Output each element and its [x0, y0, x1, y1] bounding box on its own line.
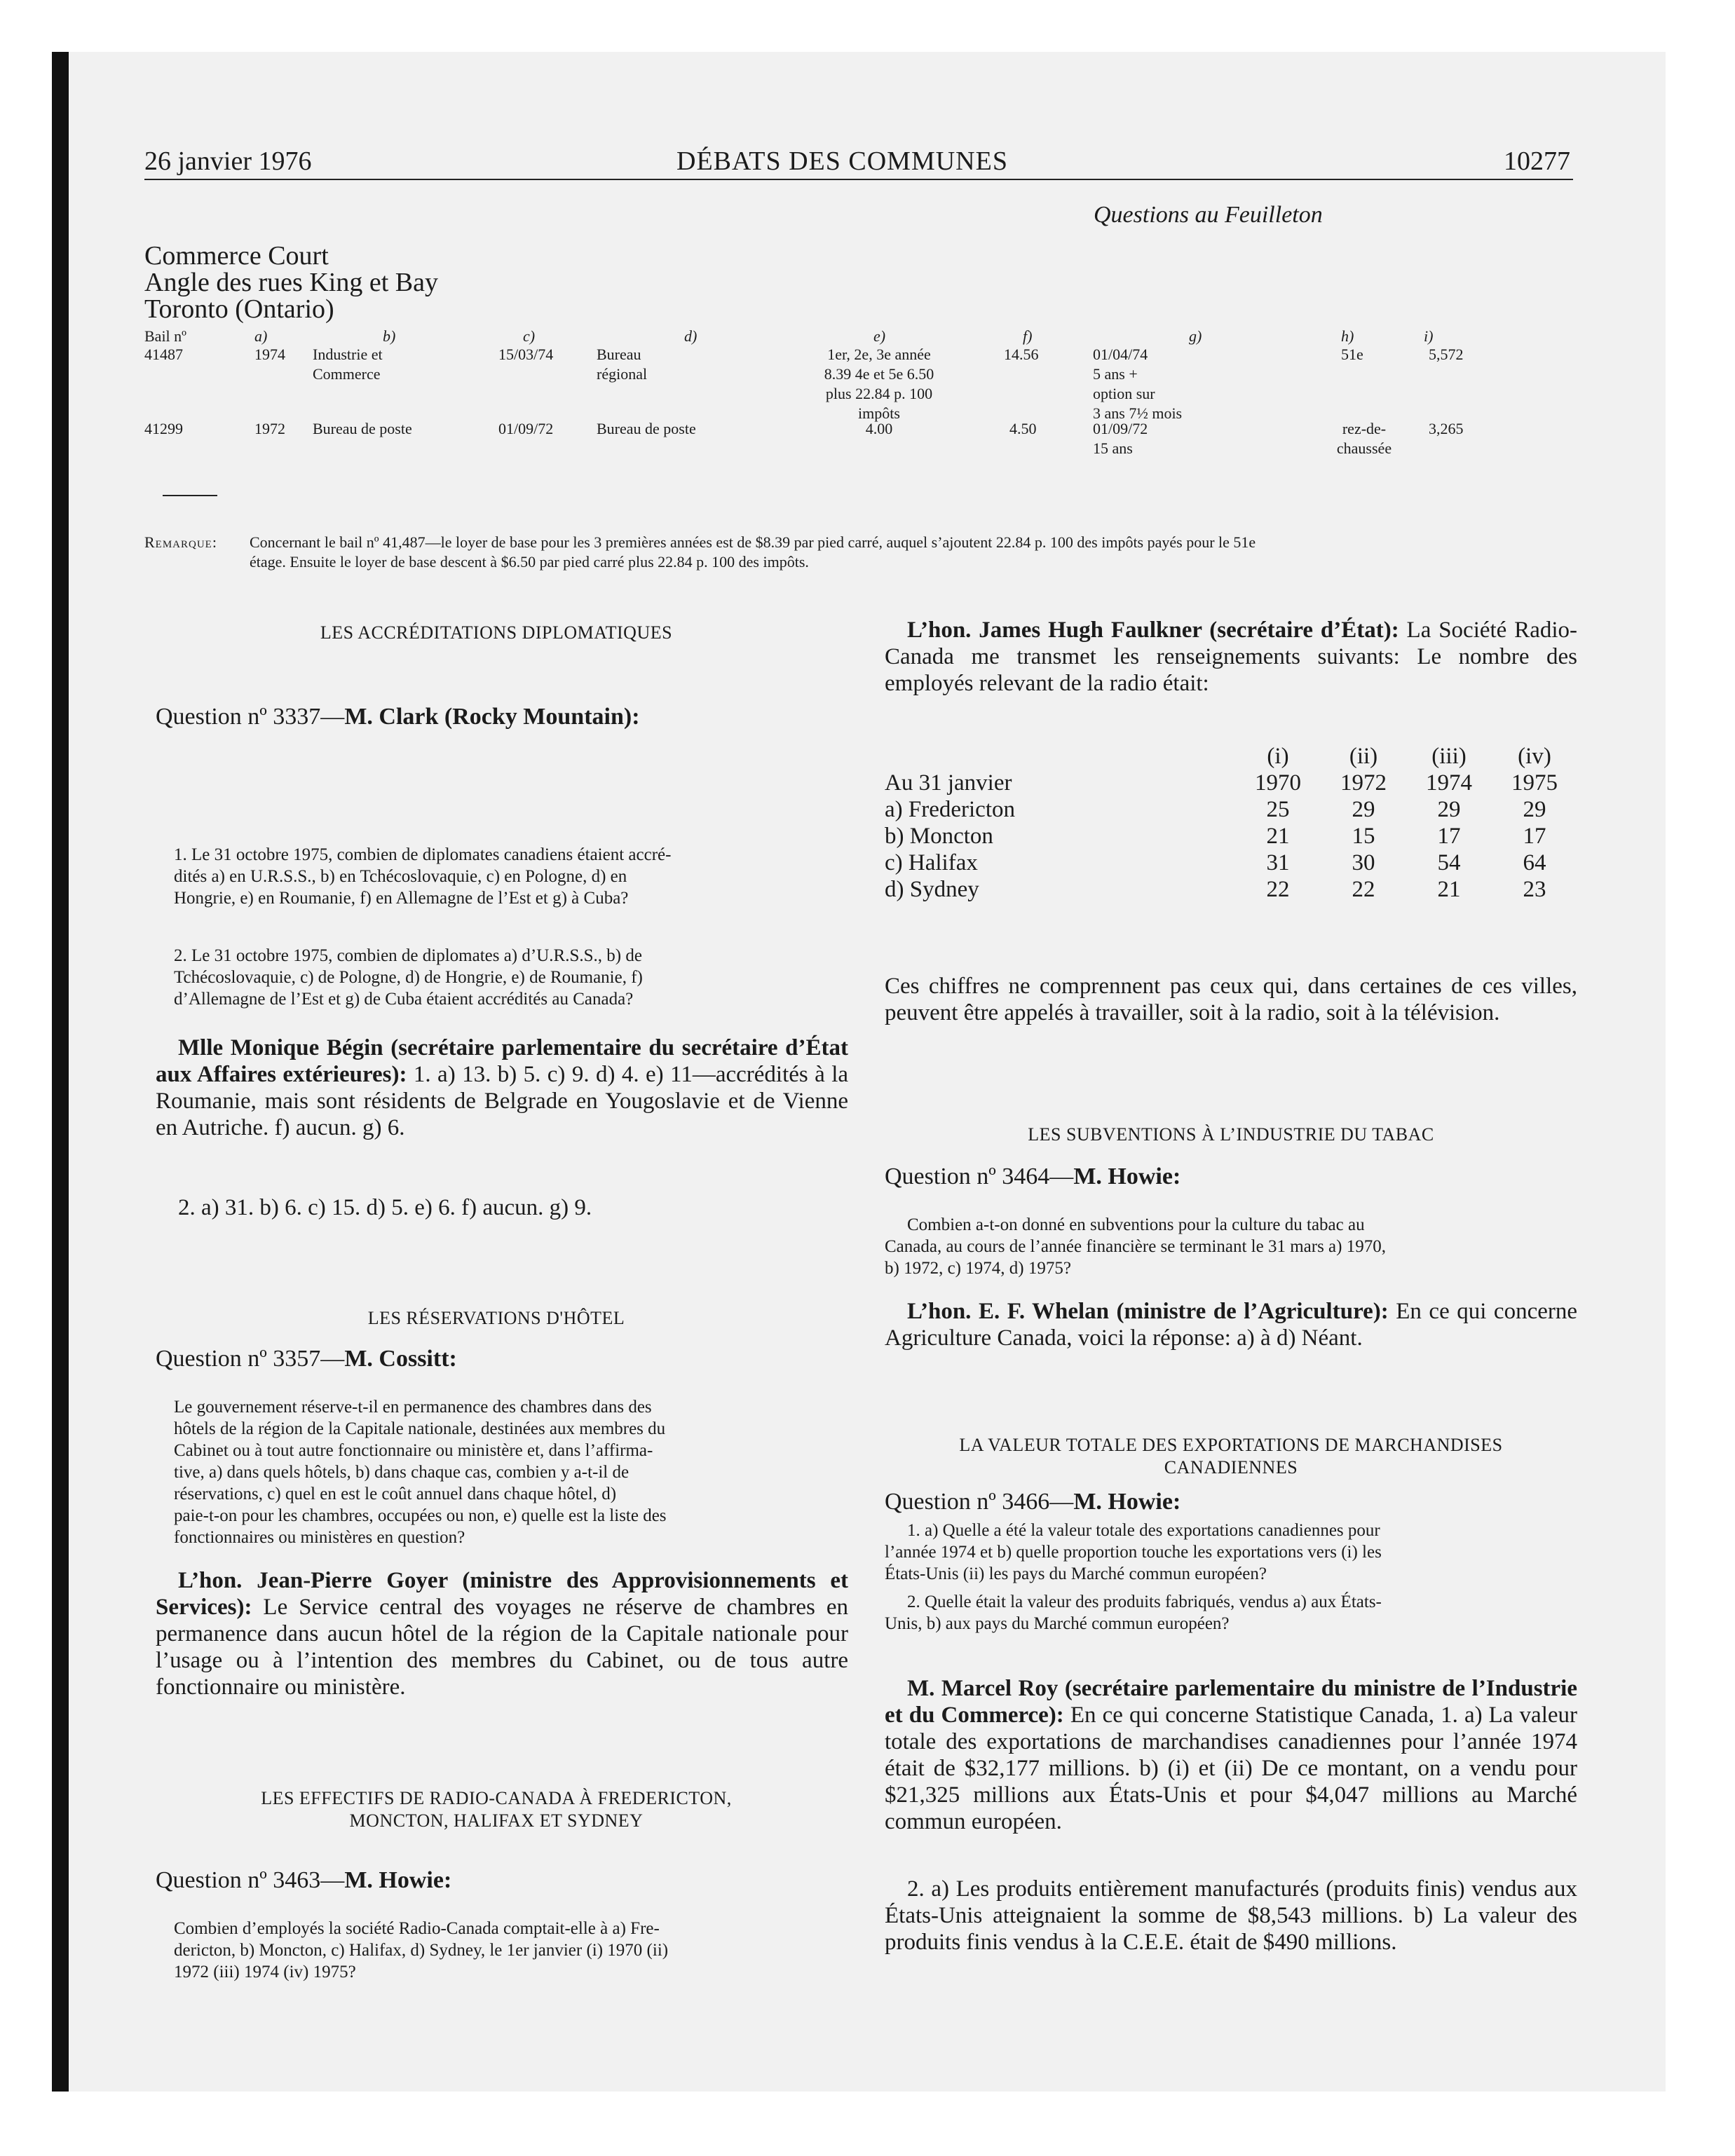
column-header: 1974 [1426, 770, 1472, 796]
column-header: b) [383, 327, 396, 345]
table-cell: plus 22.84 p. 100 [825, 385, 933, 402]
column-header: i) [1424, 327, 1434, 345]
lease-address-line: Angle des rues King et Bay [144, 268, 438, 297]
question-line: Question nº 3357—M. Cossitt: [156, 1346, 457, 1372]
column-header: Bail nº [144, 327, 186, 345]
table-cell: 54 [1437, 850, 1461, 875]
column-header: 1970 [1255, 770, 1301, 796]
question-text: 1. a) Quelle a été la valeur totale des exportations canadiennes pour l’année 1974 et b) quelle proportion touche les exportations vers (i) les États-Unis (ii) les pays du Marché commun européen? [885, 1521, 1382, 1583]
table-cell: 1er, 2e, 3e année [827, 346, 931, 363]
section-heading: LA VALEUR TOTALE DES EXPORTATIONS DE MARCHANDISES CANADIENNES [959, 1435, 1503, 1478]
table-cell: 8.39 4e et 5e 6.50 [824, 365, 934, 383]
column-header: (iv) [1518, 744, 1551, 769]
table-row [885, 876, 1577, 903]
section-heading: LES ACCRÉDITATIONS DIPLOMATIQUES [320, 622, 673, 643]
table-cell: Commerce [313, 365, 381, 383]
question-line: Question nº 3466—M. Howie: [885, 1489, 1181, 1515]
table-cell: 29 [1523, 797, 1546, 822]
table-cell: 21 [1437, 877, 1461, 902]
header-title: DÉBATS DES COMMUNES [676, 146, 1008, 176]
table-cell: 22 [1266, 877, 1290, 902]
table-cell: 17 [1437, 824, 1461, 849]
answer-paragraph: L’hon. James Hugh Faulkner (secrétaire d’État): La Société Radio-Canada me transmet les renseignements suivants: Le nombre des employés relevant de la radio était: [885, 618, 1577, 696]
table-cell: option sur [1093, 385, 1155, 402]
question-text: Combien d’employés la société Radio-Canada comptait-elle à a) Fre- dericton, b) Moncton, c) Halifax, d) Sydney, le 1er janvier (i) 1970 (ii) 1972 (iii) 1974 (iv) 1975? [174, 1919, 669, 1981]
lease-address-line: Toronto (Ontario) [144, 294, 334, 324]
table-cell: 01/09/72 [1093, 420, 1148, 437]
question-line: Question nº 3464—M. Howie: [885, 1164, 1181, 1189]
header-rule [144, 179, 1573, 180]
table-row [885, 823, 1577, 850]
table-row [885, 850, 1577, 876]
table-cell: Industrie et [313, 346, 383, 363]
answer-paragraph: 2. a) 31. b) 6. c) 15. d) 5. e) 6. f) aucun. g) 9. [178, 1195, 592, 1220]
table-cell: 29 [1352, 797, 1375, 822]
table-cell: 15/03/74 [498, 346, 554, 363]
table-cell: 64 [1523, 850, 1546, 875]
table-cell: chaussée [1336, 439, 1392, 457]
row-label: d) Sydney [885, 877, 979, 902]
lease-address-line: Commerce Court [144, 241, 329, 271]
row-label: Au 31 janvier [885, 770, 1012, 796]
table-cell: 4.00 [865, 420, 893, 437]
table-cell: impôts [858, 404, 900, 422]
question-text: 2. Quelle était la valeur des produits fabriqués, vendus a) aux États- Unis, b) aux pays du Marché commun européen? [885, 1592, 1382, 1633]
row-label: c) Halifax [885, 850, 978, 875]
row-label: a) Fredericton [885, 797, 1015, 822]
row-label: b) Moncton [885, 824, 993, 849]
question-text: 1. Le 31 octobre 1975, combien de diplomates canadiens étaient accré- dités a) en U.R.S.S., b) en Tchécoslovaquie, c) en Pologne, d) en Hongrie, e) en Roumanie, f) en Allemagne de l’Est et g) à Cuba? [174, 845, 672, 908]
column-header: f) [1023, 327, 1033, 345]
header-subheader: Questions au Feuilleton [1094, 202, 1323, 228]
table-cell: 51e [1341, 346, 1363, 363]
question-text: Le gouvernement réserve-t-il en permanence des chambres dans des hôtels de la région de la Capitale nationale, destinées aux membres du Cabinet ou à tout autre fonctionnaire ou ministère et, dans l’affirma- tive, a) dans quels hôtels, b) dans chaque cas, combien y a-t-il de réservations, c) quel en est le coût annuel dans chaque hôtel, d) paie-t-on pour les chambres, occupées ou non, e) quelle est la liste des fonctionnaires ou ministères en question? [174, 1398, 667, 1547]
column-header: 1975 [1511, 770, 1558, 796]
column-header: (ii) [1349, 744, 1378, 769]
table-cell: 14.56 [1004, 346, 1039, 363]
section-heading: LES SUBVENTIONS À L’INDUSTRIE DU TABAC [1028, 1124, 1434, 1145]
table-cell: 25 [1266, 797, 1290, 822]
table-cell: 4.50 [1009, 420, 1037, 437]
answer-paragraph: M. Marcel Roy (secrétaire parlementaire du ministre de l’Industrie et du Commerce): En ce qui concerne Statistique Canada, 1. a) La valeur totale des exportations de marchandises canadiennes pour l’année 1974 était de $32,177 millions. b) (i) et (ii) De ce montant, on a vendu pour $21,325 millions aux États-Unis et pour $4,047 millions au Marché commun européen. [885, 1676, 1578, 1834]
radio-employees-table [885, 743, 1577, 903]
table-cell: 41299 [144, 420, 183, 437]
answer-paragraph: Mlle Monique Bégin (secrétaire parlementaire du secrétaire d’État aux Affaires extérieures): 1. a) 13. b) 5. c) 9. d) 4. e) 11—accrédités à la Roumanie, mais sont résidents de Belgrade en Yougoslavie et de Vienne en Autriche. f) aucun. g) 6. [156, 1035, 849, 1140]
table-cell: 23 [1523, 877, 1546, 902]
table-cell: 3,265 [1429, 420, 1464, 437]
header-date: 26 janvier 1976 [144, 146, 312, 176]
table-cell: Bureau de poste [313, 420, 412, 437]
table-cell: 21 [1266, 824, 1290, 849]
table-cell: 5,572 [1429, 346, 1464, 363]
note-text: Concernant le bail nº 41,487—le loyer de base pour les 3 premières années est de $8.39 par pied carré, auquel s’ajoutent 22.84 p. 100 des impôts payés pour le 51e étage. Ensuite le loyer de base descent à $6.50 par pied carré plus 22.84 p. 100 des impôts. [250, 533, 1256, 571]
table-cell: 41487 [144, 346, 183, 363]
note-label: Remarque: [144, 533, 217, 551]
question-text: 2. Le 31 octobre 1975, combien de diplomates a) d’U.R.S.S., b) de Tchécoslovaquie, c) de Pologne, d) de Hongrie, e) de Roumanie, f) d’Allemagne de l’Est et g) de Cuba étaient accrédités au Canada? [174, 946, 643, 1009]
column-header: (i) [1267, 744, 1289, 769]
section-heading: LES RÉSERVATIONS D'HÔTEL [367, 1308, 625, 1328]
table-cell: 22 [1352, 877, 1375, 902]
column-header: c) [523, 327, 536, 345]
scan-binding-edge [52, 52, 69, 2092]
answer-paragraph: L’hon. E. F. Whelan (ministre de l’Agriculture): En ce qui concerne Agriculture Canada, voici la réponse: a) à d) Néant. [885, 1299, 1577, 1351]
table-cell: 29 [1437, 797, 1461, 822]
question-line: Question nº 3463—M. Howie: [156, 1867, 452, 1893]
answer-paragraph: 2. a) Les produits entièrement manufacturés (produits finis) vendus aux États-Unis atteignaient la somme de $8,543 millions. b) La valeur des produits finis vendus à la C.E.E. était de $490 millions. [885, 1876, 1577, 1955]
table-cell: 01/04/74 [1093, 346, 1148, 363]
body-paragraph: Ces chiffres ne comprennent pas ceux qui, dans certaines de ces villes, peuvent être appelés à travailler, soit à la radio, soit à la télévision. [885, 974, 1577, 1025]
footnote-rule [163, 495, 217, 496]
table-cell: rez-de- [1342, 420, 1387, 437]
table-cell: 30 [1352, 850, 1375, 875]
table-cell: 17 [1523, 824, 1546, 849]
table-row [885, 796, 1577, 823]
table-cell: 5 ans + [1093, 365, 1138, 383]
table-cell: régional [597, 365, 648, 383]
column-header: 1972 [1340, 770, 1387, 796]
column-header: a) [254, 327, 268, 345]
column-header: g) [1189, 327, 1202, 345]
table-cell: 01/09/72 [498, 420, 554, 437]
table-cell: 31 [1266, 850, 1290, 875]
table-cell: Bureau de poste [597, 420, 696, 437]
table-cell: 15 ans [1093, 439, 1133, 457]
table-cell: Bureau [597, 346, 641, 363]
question-text: Combien a-t-on donné en subventions pour la culture du tabac au Canada, au cours de l’année financière se terminant le 31 mars a) 1970, b) 1972, c) 1974, d) 1975? [885, 1215, 1386, 1278]
column-header: d) [684, 327, 698, 345]
answer-paragraph: L’hon. Jean-Pierre Goyer (ministre des Approvisionnements et Services): Le Service central des voyages ne réserve de chambres en permanence dans aucun hôtel de la région de la Capitale nationale pour l’usage ou à l’intention des membres du Cabinet, ou de tous autre fonctionnaire ou ministère. [156, 1568, 849, 1700]
question-line: Question nº 3337—M. Clark (Rocky Mountain): [156, 704, 640, 730]
column-header: h) [1341, 327, 1354, 345]
table-cell: 3 ans 7½ mois [1093, 404, 1183, 422]
table-cell: 1974 [254, 346, 285, 363]
table-cell: 1972 [254, 420, 285, 437]
section-heading: LES EFFECTIFS DE RADIO-CANADA À FREDERICTON, MONCTON, HALIFAX ET SYDNEY [261, 1788, 732, 1831]
lease-table [144, 327, 1574, 467]
column-header: e) [873, 327, 886, 345]
header-page-number: 10277 [1504, 146, 1570, 176]
table-cell: 15 [1352, 824, 1375, 849]
column-header: (iii) [1431, 744, 1467, 769]
